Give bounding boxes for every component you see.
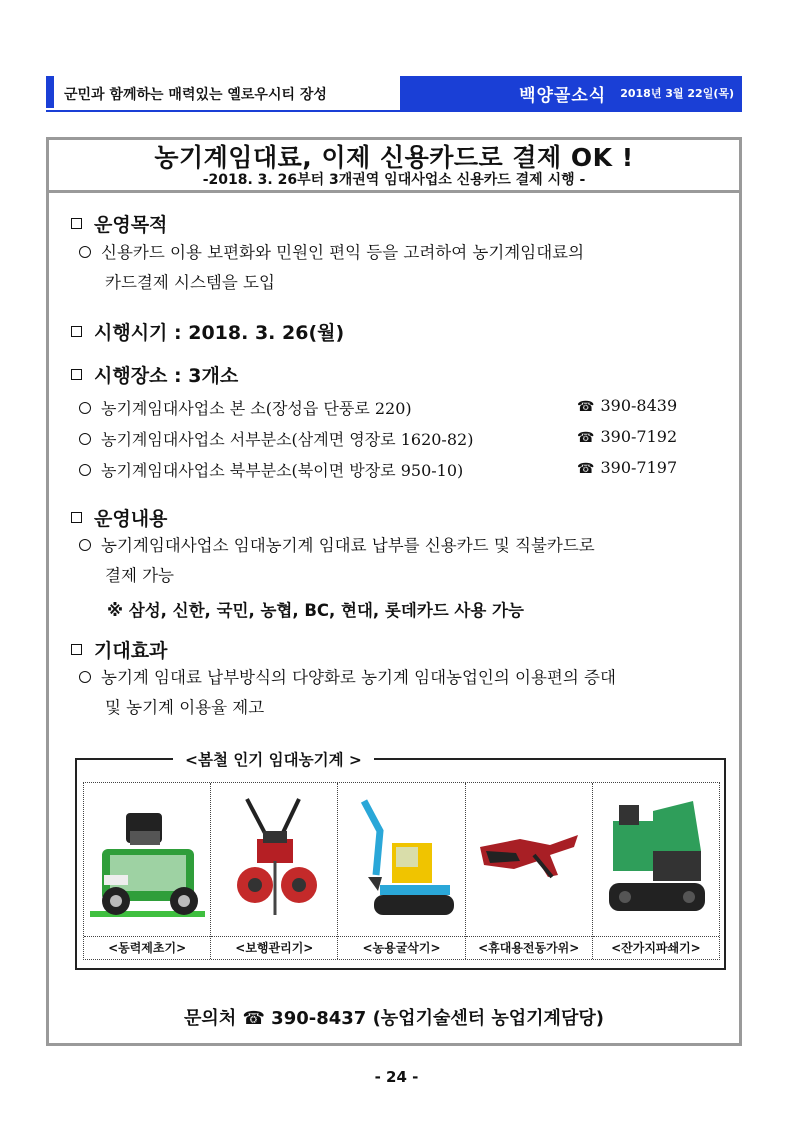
header-banner	[400, 76, 742, 110]
page-number: - 24 -	[374, 1068, 419, 1086]
circle-bullet-icon	[79, 402, 91, 414]
mower-image	[90, 791, 205, 927]
excavator-image	[344, 791, 459, 927]
contact-info: 문의처 ☎ 390-8437 (농업기술센터 농업기계담당)	[184, 1008, 604, 1029]
circle-bullet-icon	[79, 246, 91, 258]
circle-bullet-icon	[79, 433, 91, 445]
circle-bullet-icon	[79, 464, 91, 476]
phone-icon: ☎	[577, 461, 595, 477]
pruning-shears-image	[472, 791, 587, 927]
square-bullet-icon	[71, 369, 82, 380]
circle-bullet-icon	[79, 671, 91, 683]
equipment-box	[75, 751, 726, 970]
newsletter-name: 백양골소식	[519, 85, 607, 106]
purpose-text: 신용카드 이용 보편화와 민원인 편익 등을 고려하여 농기계임대료의 카드결제 시스템을 도입	[79, 238, 584, 298]
content-text: 농기계임대사업소 임대농기계 임대료 납부를 신용카드 및 직불카드로 결제 가능	[79, 531, 595, 591]
equipment-label: <잔가지파쇄기>	[593, 936, 719, 959]
place-item: 농기계임대사업소 본 소(장성읍 단풍로 220)	[79, 396, 412, 419]
square-bullet-icon	[71, 326, 82, 337]
cultivator-image	[217, 791, 332, 927]
header-accent-bar	[46, 76, 54, 108]
equipment-label: <동력제초기>	[84, 936, 210, 959]
section-start-heading: 시행시기 : 2018. 3. 26(월)	[71, 318, 344, 345]
square-bullet-icon	[71, 218, 82, 229]
section-purpose-heading: 운영목적	[71, 210, 167, 237]
equipment-item	[593, 783, 719, 959]
article-frame	[46, 137, 742, 1046]
equipment-grid	[83, 782, 720, 960]
issue-date: 2018년 3월 22일(목)	[620, 87, 734, 100]
place-phone: ☎ 390-7197	[577, 458, 678, 477]
place-item: 농기계임대사업소 서부분소(삼계면 영장로 1620-82)	[79, 427, 473, 450]
article-subtitle: -2018. 3. 26부터 3개권역 임대사업소 신용카드 결제 시행 -	[202, 172, 586, 188]
article-title: 농기계임대료, 이제 신용카드로 결제 OK !	[154, 143, 634, 172]
section-places-heading: 시행장소 : 3개소	[71, 361, 238, 388]
equipment-label: <휴대용전동가위>	[466, 936, 592, 959]
equipment-label: <보행관리기>	[211, 936, 337, 959]
circle-bullet-icon	[79, 539, 91, 551]
branch-shredder-image	[599, 791, 714, 927]
equipment-item	[338, 783, 465, 959]
equipment-item	[466, 783, 593, 959]
equipment-label: <농용굴삭기>	[338, 936, 464, 959]
effect-text: 농기계 임대료 납부방식의 다양화로 농기계 임대농업인의 이용편의 증대 및 농기계 이용율 제고	[79, 663, 616, 723]
equipment-caption: <봄철 인기 임대농기계 >	[173, 748, 374, 770]
header-divider	[46, 110, 742, 112]
section-effect-heading: 기대효과	[71, 636, 167, 663]
place-phone: ☎ 390-8439	[577, 396, 678, 415]
place-phone: ☎ 390-7192	[577, 427, 678, 446]
square-bullet-icon	[71, 512, 82, 523]
card-note: ※ 삼성, 신한, 국민, 농협, BC, 현대, 롯데카드 사용 가능	[107, 601, 524, 620]
place-item: 농기계임대사업소 북부분소(북이면 방장로 950-10)	[79, 458, 463, 481]
equipment-item	[211, 783, 338, 959]
header-slogan: 군민과 함께하는 매력있는 옐로우시티 장성	[64, 87, 327, 103]
square-bullet-icon	[71, 644, 82, 655]
section-content-heading: 운영내용	[71, 504, 167, 531]
title-box	[49, 140, 739, 193]
phone-icon: ☎	[577, 430, 595, 446]
phone-icon: ☎	[577, 399, 595, 415]
equipment-item	[84, 783, 211, 959]
